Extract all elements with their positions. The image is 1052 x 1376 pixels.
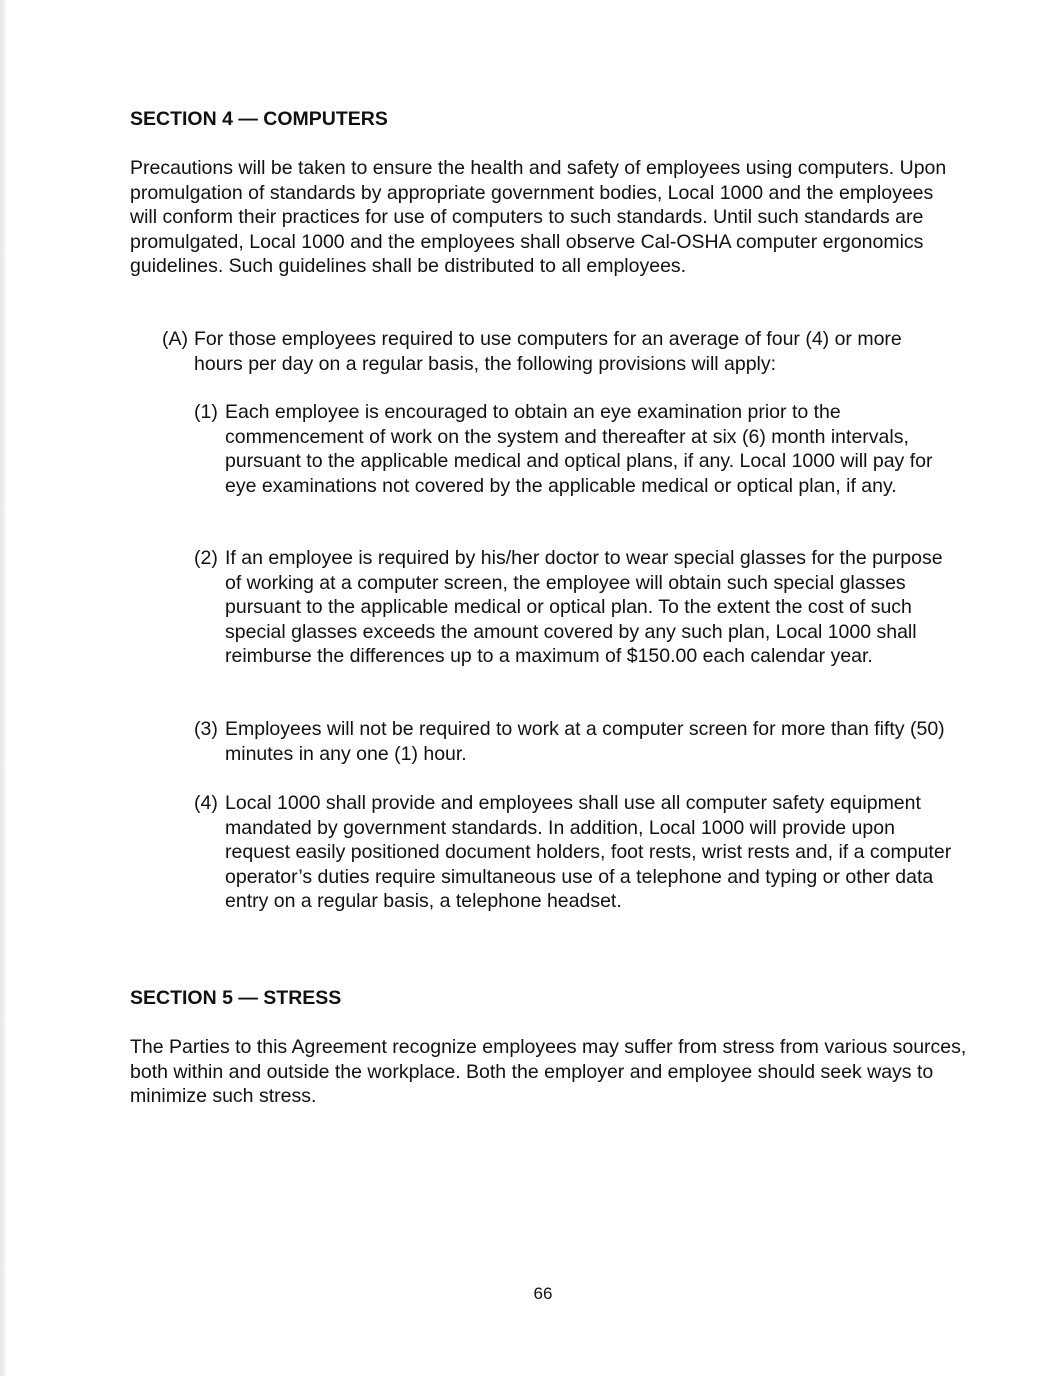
subsection-a	[162, 327, 952, 376]
list-item-text: If an employee is required by his/her doctor to wear special glasses for the purpose of working at a computer screen, the employee will obtain such special glasses pursuant to the applicable medical or optical plan. To the extent the cost of such special glasses exceeds the amount covered by any such plan, Local 1000 shall reimburse the differences up to a maximum of $150.00 each calendar year.	[225, 547, 943, 667]
list-item-marker: (2)	[194, 547, 218, 569]
list-item-marker: (4)	[194, 792, 218, 814]
list-item	[194, 400, 954, 498]
section-4-heading: SECTION 4 — COMPUTERS	[130, 108, 388, 130]
list-item-text: Each employee is encouraged to obtain an eye examination prior to the commencement of work on the system and thereafter at six (6) month intervals, pursuant to the applicable medical and optical plans, if any. Local 1000 will pay for eye examinations not covered by the applicable medical or optical plan, if any.	[225, 401, 933, 497]
section-4-intro-paragraph: Precautions will be taken to ensure the health and safety of employees using computers. Upon promulgation of standards by appropriate government bodies, Local 1000 and the employees will conform their practices for use of computers to such standards. Until such standards are promulgated, Local 1000 and the employees shall observe Cal-OSHA computer ergonomics guidelines. Such guidelines shall be distributed to all employees.	[130, 157, 947, 277]
list-item	[194, 546, 954, 669]
section-5-heading: SECTION 5 — STRESS	[130, 987, 342, 1009]
section-5-paragraph: The Parties to this Agreement recognize employees may suffer from stress from various sources, both within and outside the workplace. Both the employer and employee should seek ways to minimize such stress.	[130, 1036, 967, 1107]
list-item-marker: (1)	[194, 401, 218, 423]
page-number: 66	[533, 1284, 553, 1303]
list-item-text: Local 1000 shall provide and employees shall use all computer safety equipment mandated by government standards. In addition, Local 1000 will provide upon request easily positioned document holders, foot rests, wrist rests and, if a computer operator’s duties require simultaneous use of a telephone and typing or other data entry on a regular basis, a telephone headset.	[225, 792, 952, 912]
subsection-a-marker: (A)	[162, 328, 188, 350]
list-item	[194, 717, 954, 766]
list-item-marker: (3)	[194, 718, 218, 740]
list-item	[194, 791, 954, 914]
subsection-a-text: For those employees required to use computers for an average of four (4) or more hours per day on a regular basis, the following provisions will apply:	[194, 328, 902, 375]
list-item-text: Employees will not be required to work at a computer screen for more than fifty (50) minutes in any one (1) hour.	[225, 718, 945, 765]
